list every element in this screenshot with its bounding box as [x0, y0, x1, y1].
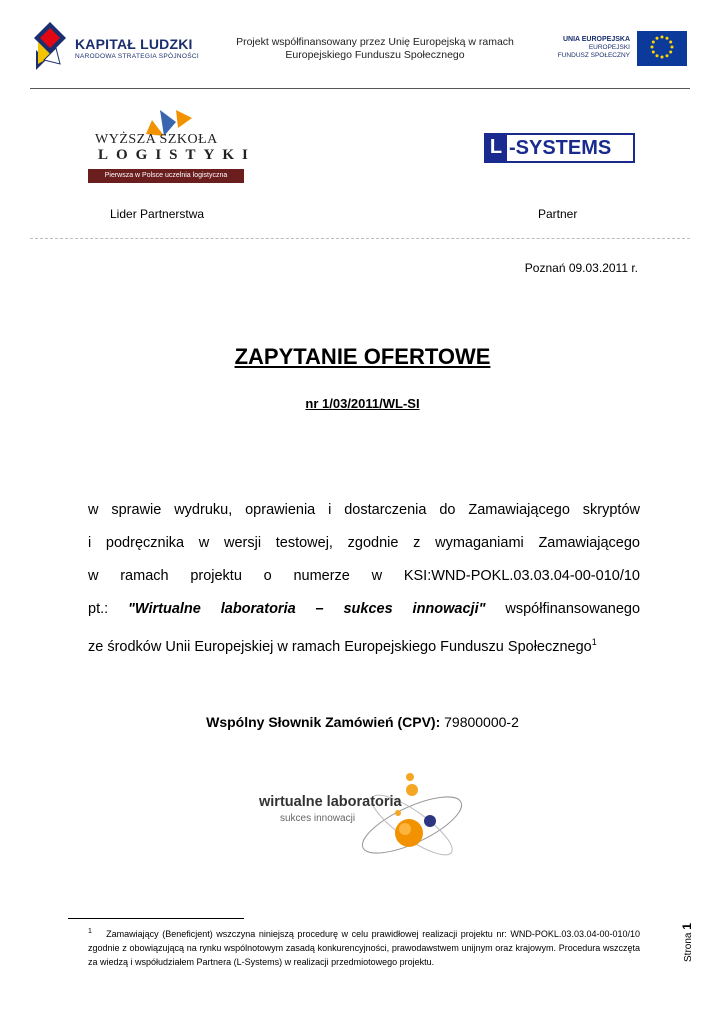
- eu-label-line-3: FUNDUSZ SPOŁECZNY: [557, 52, 630, 59]
- project-cofinancing-note: [230, 36, 520, 62]
- cpv-line: [0, 714, 725, 730]
- page-number-box: [676, 904, 696, 964]
- kapital-ludzki-title: KAPITAŁ LUDZKI: [75, 36, 193, 52]
- document-number: nr 1/03/2011/WL-SI: [305, 396, 420, 411]
- body-line-2: i podręcznika w wersji testowej, zgodnie z wymaganiami Zamawiającego: [88, 535, 640, 551]
- body-line-4-suffix: współfinansowanego: [505, 601, 641, 617]
- kapital-ludzki-subtitle: NARODOWA STRATEGIA SPÓJNOŚCI: [75, 53, 199, 60]
- page-number-label: [680, 923, 694, 962]
- document-body: [88, 494, 640, 664]
- body-line-4-prefix: pt.:: [88, 601, 109, 617]
- eu-label-line-1: UNIA EUROPEJSKA: [562, 36, 630, 43]
- footnote-divider: [68, 918, 244, 919]
- project-note-line-1: Projekt współfinansowany przez Unię Europejską w ramach: [236, 36, 514, 48]
- footnote-text: Zamawiający (Beneficjent) wszczyna niniejszą procedurę w celu prawidłowej realizacji projektu nr: WND-POKL.03.03.04-00-010/10 zgodnie z obowiązującą na rynku wspólnotowym zasadą konkurencyjności, prawodawstwem unijnym oraz krajowym. Procedura wszczęta za wiedzą i współudziałem Partnera (L-Systems) w realizacji przedmiotowego projektu.: [88, 929, 640, 967]
- project-note-line-2: Europejskiego Funduszu Społecznego: [285, 49, 465, 61]
- cpv-value: 79800000-2: [444, 714, 519, 730]
- l-systems-letter: L: [485, 134, 507, 161]
- wl-logo-subtitle: sukces innowacji: [280, 813, 356, 824]
- lider-partnerstwa-label: Lider Partnerstwa: [110, 207, 205, 221]
- eu-label-line-2: EUROPEJSKI: [588, 44, 630, 51]
- l-systems-text: -SYSTEMS: [509, 137, 612, 159]
- header-divider: [30, 88, 690, 89]
- eu-fund-label: [540, 36, 630, 60]
- footnote-number: 1: [88, 928, 92, 935]
- footnote-reference[interactable]: 1: [591, 637, 597, 647]
- wsl-tagline: Pierwsza w Polsce uczelnia logistyczna: [88, 169, 244, 183]
- strona-label: Strona: [683, 932, 694, 962]
- wsl-name-line-1: WYŻSZA SZKOŁA: [95, 132, 218, 147]
- body-line-1: w sprawie wydruku, oprawienia i dostarczenia do Zamawiającego skryptów: [88, 502, 640, 518]
- wsl-name-line-2: LOGISTYKI: [98, 147, 256, 163]
- page-number: 1: [680, 923, 694, 930]
- footnote: [88, 925, 640, 969]
- partner-label: Partner: [538, 207, 578, 221]
- eu-flag-icon: [637, 31, 687, 66]
- document-title: ZAPYTANIE OFERTOWE: [234, 344, 491, 369]
- logos-divider: [30, 238, 690, 239]
- project-title: "Wirtualne laboratoria – sukces innowacji": [128, 601, 486, 617]
- kapital-ludzki-logo-icon: [30, 20, 70, 72]
- body-line-4: [88, 593, 640, 626]
- cpv-label: Wspólny Słownik Zamówień (CPV):: [206, 714, 441, 730]
- body-line-3: w ramach projektu o numerze w KSI:WND-POKL.03.03.04-00-010/10: [88, 568, 640, 584]
- document-date: Poznań 09.03.2011 r.: [524, 261, 638, 275]
- body-line-5: [88, 626, 640, 664]
- body-line-5-text: ze środków Unii Europejskiej w ramach Europejskiego Funduszu Społecznego: [88, 638, 592, 655]
- wl-logo-title: wirtualne laboratoria: [259, 794, 402, 810]
